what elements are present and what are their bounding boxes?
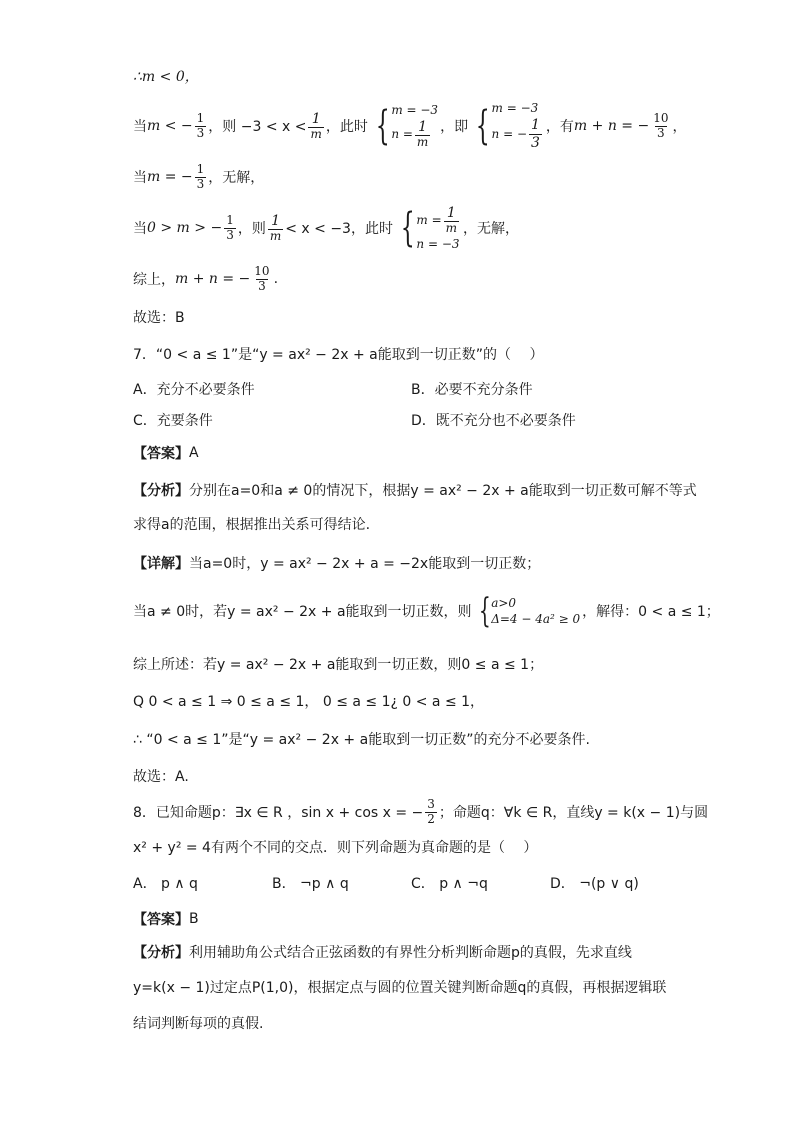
detail-7-line-3 <box>133 654 543 674</box>
brace-icon: { <box>400 204 415 251</box>
text: 当 <box>133 221 147 237</box>
answer-value: A <box>189 445 199 461</box>
text: ，则 −3 < x < <box>208 119 307 135</box>
system-row: n = −3 <box>416 237 460 252</box>
text: . <box>273 271 279 287</box>
text: Q 0 < a ≤ 1 ⇒ 0 ≤ a ≤ 1， 0 ≤ a ≤ 1¿ 0 < a ≤ 1， <box>133 694 485 710</box>
line-conclusion <box>133 262 278 296</box>
line-case-3 <box>133 200 519 256</box>
denominator: 3 <box>196 176 205 191</box>
math: m < − <box>147 118 193 134</box>
text: ，有 <box>545 119 574 135</box>
math: m + n = − <box>573 118 650 134</box>
text: 故选：A. <box>133 769 189 785</box>
option-a: A． p ∧ q <box>133 876 198 892</box>
fraction <box>268 213 283 244</box>
text: 当 <box>133 170 147 186</box>
system-row: a>0 <box>491 596 517 610</box>
detail-7-line-6 <box>133 766 189 786</box>
analysis-7-line-2 <box>133 514 370 534</box>
system-row <box>416 205 461 236</box>
option-d: D．既不充分也不必要条件 <box>411 413 576 429</box>
fraction <box>444 205 459 236</box>
equation-system <box>370 103 438 150</box>
analysis-8-line-3 <box>133 1013 263 1033</box>
fraction <box>425 798 437 827</box>
math: m = − <box>147 169 193 185</box>
denominator: m <box>269 228 282 243</box>
brace-icon: { <box>375 102 390 149</box>
text: ，此时 <box>325 119 368 135</box>
answer-8 <box>133 909 199 929</box>
system-row: Δ=4 − 4a² ≥ 0 <box>491 612 581 626</box>
answer-label: 【答案】 <box>133 446 189 462</box>
question-text: 8．已知命题p：∃x ∈ R ，sin x + cos x = − <box>133 805 424 821</box>
text: ，无解， <box>463 221 520 237</box>
analysis-8-line-1 <box>133 942 632 962</box>
text: ，解得：0 < a ≤ 1； <box>582 604 720 620</box>
numerator: 1 <box>418 118 428 135</box>
system-row: m = −3 <box>491 101 539 116</box>
fraction <box>224 214 236 243</box>
text: 当 <box>133 119 147 135</box>
denominator: m <box>416 134 429 149</box>
fraction <box>195 112 207 141</box>
line-case-2 <box>133 160 264 194</box>
text: n = <box>391 126 413 141</box>
fraction <box>252 265 271 294</box>
fraction <box>195 163 207 192</box>
denominator: m <box>310 126 322 141</box>
numerator: 1 <box>446 204 456 221</box>
text: ， <box>672 119 687 135</box>
text: y=k(x − 1)过定点P(1,0)，根据定点与圆的位置关键判断命题q的真假，再根据逻辑联 <box>133 980 667 996</box>
option-a: A．充分不必要条件 <box>133 382 255 398</box>
brace-icon: { <box>475 103 490 149</box>
numerator: 3 <box>427 796 435 811</box>
analysis-7-line-1 <box>133 480 697 500</box>
text: 综上， <box>133 272 175 288</box>
text: 分别在a=0和a ≠ 0的情况下，根据y = ax² − 2x + a能取到一切正数可解不等式 <box>189 483 697 499</box>
text: ∴m < 0， <box>133 69 199 85</box>
text: ，无解， <box>208 170 265 186</box>
detail-7-line-5 <box>133 729 590 749</box>
text: ，则 <box>237 221 266 237</box>
detail-7-line-4 <box>133 691 484 711</box>
text: 当a ≠ 0时，若y = ax² − 2x + a能取到一切正数，则 <box>133 604 472 620</box>
question-text: ；命题q：∀k ∈ R，直线y = k(x − 1)与圆 <box>438 805 709 821</box>
equation-system <box>474 591 581 631</box>
detail-7-line-1 <box>133 553 540 573</box>
text: ∴ “0 < a ≤ 1”是“y = ax² − 2x + a能取到一切正数”的充分不必要条件. <box>133 732 590 748</box>
math: 0 > m > − <box>147 220 223 236</box>
detail-label: 【详解】 <box>133 556 189 572</box>
brace-icon: { <box>478 591 491 631</box>
denominator: 3 <box>226 227 234 242</box>
denominator: 3 <box>258 278 266 293</box>
line-m-negative <box>133 66 199 86</box>
numerator: 1 <box>196 161 205 176</box>
answer-7 <box>133 443 199 463</box>
math: m + n = − <box>175 271 251 287</box>
system-row <box>492 117 544 150</box>
question-8-line-2 <box>133 837 537 857</box>
system-row <box>391 119 438 150</box>
equation-system <box>395 205 461 252</box>
denominator: 3 <box>531 134 540 151</box>
detail-7-line-2 <box>133 591 720 631</box>
text: 求得a的范围，根据推出关系可得结论. <box>133 517 371 533</box>
answer-value: B <box>189 911 199 927</box>
text: < x < −3，此时 <box>285 221 393 237</box>
numerator: 1 <box>311 110 321 127</box>
option-d: D． ¬(p ∨ q) <box>550 876 639 892</box>
numerator: 1 <box>271 212 280 229</box>
denominator: 2 <box>427 811 435 826</box>
line-case-1 <box>133 98 687 154</box>
fraction <box>529 117 542 150</box>
option-c: C．充要条件 <box>133 413 213 429</box>
equation-system <box>470 101 544 150</box>
question-7 <box>133 344 543 364</box>
text: 故选：B <box>133 310 185 326</box>
text: 结词判断每项的真假. <box>133 1016 264 1032</box>
system-row: m = −3 <box>391 102 439 117</box>
text: m = <box>416 212 442 227</box>
analysis-label: 【分析】 <box>133 945 189 961</box>
numerator: 10 <box>653 110 669 125</box>
option-b: B．必要不充分条件 <box>411 382 533 398</box>
text: 利用辅助角公式结合正弦函数的有界性分析判断命题p的真假，先求直线 <box>189 945 632 961</box>
denominator: 3 <box>657 125 665 140</box>
fraction <box>651 112 670 141</box>
option-b: B． ¬p ∧ q <box>272 876 349 892</box>
denominator: m <box>445 220 458 235</box>
numerator: 1 <box>531 117 540 134</box>
question-text: x² + y² = 4有两个不同的交点．则下列命题为真命题的是（ ） <box>133 840 538 856</box>
fraction <box>415 119 430 150</box>
denominator: 3 <box>196 125 205 140</box>
analysis-8-line-2 <box>133 977 666 997</box>
numerator: 1 <box>196 110 205 125</box>
line-choose-b <box>133 307 185 327</box>
question-8-line-1 <box>133 795 708 829</box>
text: n = − <box>491 127 527 141</box>
text: 综上所述：若y = ax² − 2x + a能取到一切正数，则0 ≤ a ≤ 1； <box>133 657 544 673</box>
text: 当a=0时，y = ax² − 2x + a = −2x能取到一切正数； <box>189 556 541 572</box>
question-text: 7．“0 < a ≤ 1”是“y = ax² − 2x + a能取到一切正数”的（ ） <box>133 347 544 363</box>
numerator: 1 <box>226 212 234 227</box>
answer-label: 【答案】 <box>133 912 189 928</box>
fraction <box>308 111 323 142</box>
option-c: C． p ∧ ¬q <box>411 876 488 892</box>
analysis-label: 【分析】 <box>133 483 189 499</box>
text: ，即 <box>440 119 469 135</box>
numerator: 10 <box>254 263 270 278</box>
